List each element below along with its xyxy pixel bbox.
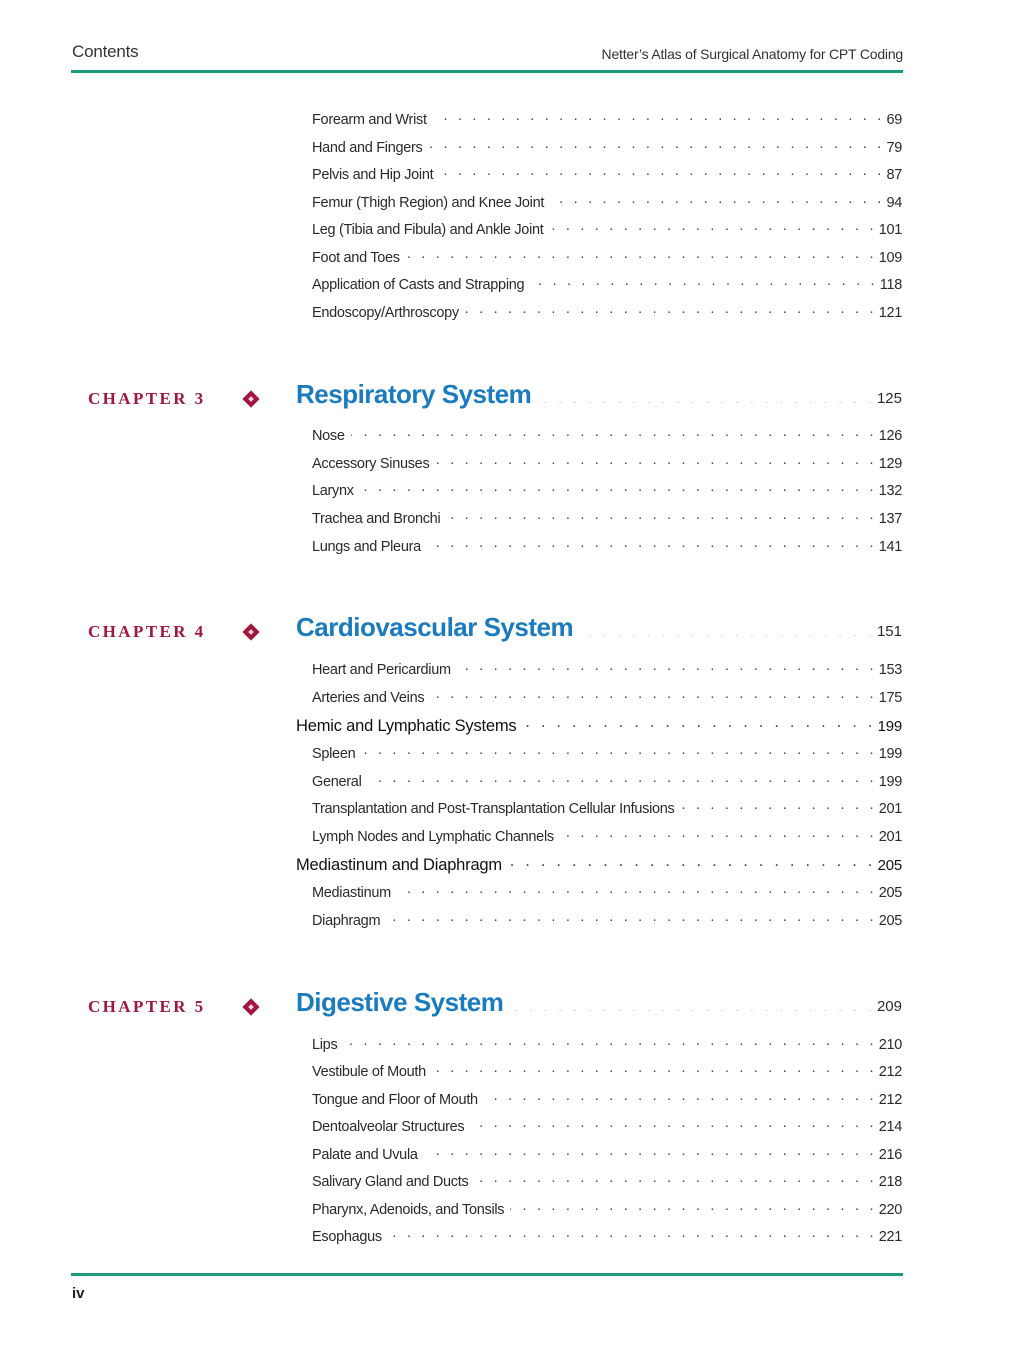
toc-section-hemic[interactable]	[296, 713, 902, 736]
toc-entry[interactable]	[312, 1115, 902, 1135]
toc-entry-page: 210	[878, 1036, 902, 1053]
dot-leader	[508, 852, 876, 870]
dot-leader	[550, 218, 877, 234]
toc-entry-page: 137	[878, 510, 902, 527]
toc-entry-title: Dentoalveolar Structures	[312, 1118, 465, 1135]
toc-entry[interactable]	[312, 163, 902, 183]
toc-entry-page: 132	[878, 482, 902, 499]
toc-entry[interactable]	[312, 1088, 902, 1108]
toc-entry-title: Forearm and Wrist	[312, 111, 427, 128]
toc-entry[interactable]	[312, 218, 902, 238]
dot-leader	[470, 1115, 876, 1131]
toc-entry-title: Femur (Thigh Region) and Knee Joint	[312, 194, 545, 211]
chapter-page: 151	[876, 623, 902, 640]
page-number: iv	[72, 1285, 85, 1302]
diamond-bullet-icon	[243, 624, 260, 641]
chapter-page: 209	[876, 998, 902, 1015]
dot-leader	[522, 713, 875, 731]
toc-entry-title: Pelvis and Hip Joint	[312, 166, 434, 183]
toc-entry-title: Mediastinum	[312, 884, 391, 901]
dot-leader	[509, 1000, 875, 1011]
dot-leader	[388, 1225, 877, 1241]
toc-entry[interactable]	[312, 108, 902, 128]
running-header-section: Contents	[72, 42, 139, 61]
diamond-bullet-icon	[243, 391, 260, 408]
toc-entry-page: 129	[878, 455, 902, 472]
dot-leader	[510, 1198, 876, 1214]
toc-entry[interactable]	[312, 825, 902, 845]
toc-section-page: 199	[877, 718, 902, 736]
dot-leader	[446, 507, 876, 523]
toc-entry-page: 101	[878, 221, 902, 238]
chapter-title: Digestive System	[296, 987, 504, 1017]
toc-entry-title: Application of Casts and Strapping	[312, 276, 525, 293]
dot-leader	[474, 1170, 876, 1186]
toc-entry-page: 199	[878, 745, 902, 762]
toc-entry-title: Hand and Fingers	[312, 139, 423, 156]
dot-leader	[550, 191, 884, 207]
toc-entry-title: Trachea and Bronchi	[312, 510, 441, 527]
toc-entry-page: 79	[886, 139, 902, 156]
dot-leader	[386, 909, 876, 925]
toc-entry[interactable]	[312, 881, 902, 901]
toc-entry-page: 153	[878, 661, 902, 678]
toc-entry-page: 216	[878, 1146, 902, 1163]
dot-leader	[465, 301, 877, 317]
toc-entry[interactable]	[312, 452, 902, 472]
dot-leader	[368, 770, 877, 786]
toc-entry-page: 201	[878, 828, 902, 845]
dot-leader	[397, 881, 877, 897]
toc-entry-page: 201	[878, 800, 902, 817]
toc-entry-title: General	[312, 773, 362, 790]
toc-entry-page: 118	[879, 276, 902, 293]
toc-entry[interactable]	[312, 909, 902, 929]
toc-entry[interactable]	[312, 273, 902, 293]
toc-entry-title: Lungs and Pleura	[312, 538, 421, 555]
chapter-3-heading[interactable]	[296, 379, 902, 410]
toc-section-mediastinum[interactable]	[296, 852, 902, 875]
toc-entry-title: Foot and Toes	[312, 249, 400, 266]
toc-entry-page: 126	[878, 427, 902, 444]
dot-leader	[433, 108, 885, 124]
dot-leader	[680, 797, 876, 813]
toc-entry-page: 199	[878, 773, 902, 790]
chapter-4-heading[interactable]	[296, 612, 902, 643]
toc-entry[interactable]	[312, 424, 902, 444]
toc-entry-page: 205	[878, 884, 902, 901]
toc-section-page: 205	[877, 857, 902, 875]
toc-entry-page: 94	[886, 194, 902, 211]
dot-leader	[439, 163, 884, 179]
chapter-5-label: CHAPTER 5	[88, 997, 206, 1016]
toc-entry-page: 214	[878, 1118, 902, 1135]
dot-leader	[427, 535, 877, 551]
toc-entry-title: Diaphragm	[312, 912, 381, 929]
dot-leader	[537, 392, 875, 403]
toc-entry-page: 220	[878, 1201, 902, 1218]
footer-rule	[71, 1273, 903, 1276]
toc-entry-page: 205	[878, 912, 902, 929]
running-header-book-title: Netter’s Atlas of Surgical Anatomy for CPT Coding	[601, 46, 903, 62]
toc-entry[interactable]	[312, 1033, 902, 1053]
toc-section-title: Hemic and Lymphatic Systems	[296, 717, 517, 736]
dot-leader	[430, 686, 876, 702]
toc-entry[interactable]	[312, 686, 902, 706]
dot-leader	[424, 1143, 877, 1159]
toc-entry-title: Palate and Uvula	[312, 1146, 418, 1163]
chapter-3-label: CHAPTER 3	[88, 389, 206, 408]
diamond-bullet-icon	[243, 999, 260, 1016]
toc-entry-title: Heart and Pericardium	[312, 661, 451, 678]
toc-entry[interactable]	[312, 797, 902, 817]
toc-entry-title: Lips	[312, 1036, 338, 1053]
toc-entry-title: Leg (Tibia and Fibula) and Ankle Joint	[312, 221, 544, 238]
toc-entry[interactable]	[312, 507, 902, 527]
toc-entry-page: 87	[886, 166, 902, 183]
toc-entry-title: Larynx	[312, 482, 354, 499]
toc-entry-title: Pharynx, Adenoids, and Tonsils	[312, 1201, 505, 1218]
toc-entry-title: Tongue and Floor of Mouth	[312, 1091, 478, 1108]
dot-leader	[351, 424, 877, 440]
toc-entry[interactable]	[312, 742, 902, 762]
toc-entry-title: Lymph Nodes and Lymphatic Channels	[312, 828, 554, 845]
toc-entry-page: 109	[878, 249, 902, 266]
chapter-page: 125	[876, 390, 902, 407]
toc-entry-title: Nose	[312, 427, 345, 444]
toc-entry[interactable]	[312, 770, 902, 790]
toc-entry-page: 218	[878, 1173, 902, 1190]
toc-entry[interactable]	[312, 1170, 902, 1190]
chapter-title: Cardiovascular System	[296, 612, 574, 642]
toc-entry[interactable]	[312, 479, 902, 499]
toc-entry-page: 141	[878, 538, 902, 555]
chapter-title: Respiratory System	[296, 379, 532, 409]
toc-entry[interactable]	[312, 301, 902, 321]
toc-entry-page: 212	[878, 1063, 902, 1080]
dot-leader	[579, 625, 875, 636]
toc-entry-title: Transplantation and Post-Transplantation Cellular Infusions	[312, 800, 675, 817]
toc-entry-title: Arteries and Veins	[312, 689, 425, 706]
toc-entry-page: 212	[878, 1091, 902, 1108]
dot-leader	[484, 1088, 877, 1104]
toc-entry[interactable]	[312, 1060, 902, 1080]
toc-entry-title: Accessory Sinuses	[312, 455, 430, 472]
dot-leader	[360, 479, 877, 495]
toc-entry[interactable]	[312, 136, 902, 156]
toc-entry-page: 69	[886, 111, 902, 128]
toc-entry[interactable]	[312, 246, 902, 266]
toc-entry[interactable]	[312, 1198, 902, 1218]
chapter-4-label: CHAPTER 4	[88, 622, 206, 641]
toc-entry[interactable]	[312, 191, 902, 211]
chapter-5-heading[interactable]	[296, 987, 902, 1018]
toc-entry[interactable]	[312, 658, 902, 678]
dot-leader	[457, 658, 877, 674]
dot-leader	[361, 742, 876, 758]
dot-leader	[428, 136, 884, 152]
dot-leader	[530, 273, 878, 289]
toc-section-title: Mediastinum and Diaphragm	[296, 856, 502, 875]
dot-leader	[435, 452, 876, 468]
toc-entry-title: Spleen	[312, 745, 356, 762]
toc-entry-page: 121	[878, 304, 902, 321]
dot-leader	[432, 1060, 877, 1076]
toc-entry[interactable]	[312, 1225, 902, 1245]
dot-leader	[560, 825, 877, 841]
dot-leader	[343, 1033, 876, 1049]
toc-entry-title: Salivary Gland and Ducts	[312, 1173, 469, 1190]
toc-entry-page: 221	[878, 1228, 902, 1245]
toc-entry-title: Vestibule of Mouth	[312, 1063, 426, 1080]
toc-entry[interactable]	[312, 1143, 902, 1163]
toc-entry-page: 175	[878, 689, 902, 706]
toc-entry-title: Endoscopy/Arthroscopy	[312, 304, 459, 321]
toc-entry[interactable]	[312, 535, 902, 555]
toc-entry-title: Esophagus	[312, 1228, 382, 1245]
dot-leader	[406, 246, 877, 262]
